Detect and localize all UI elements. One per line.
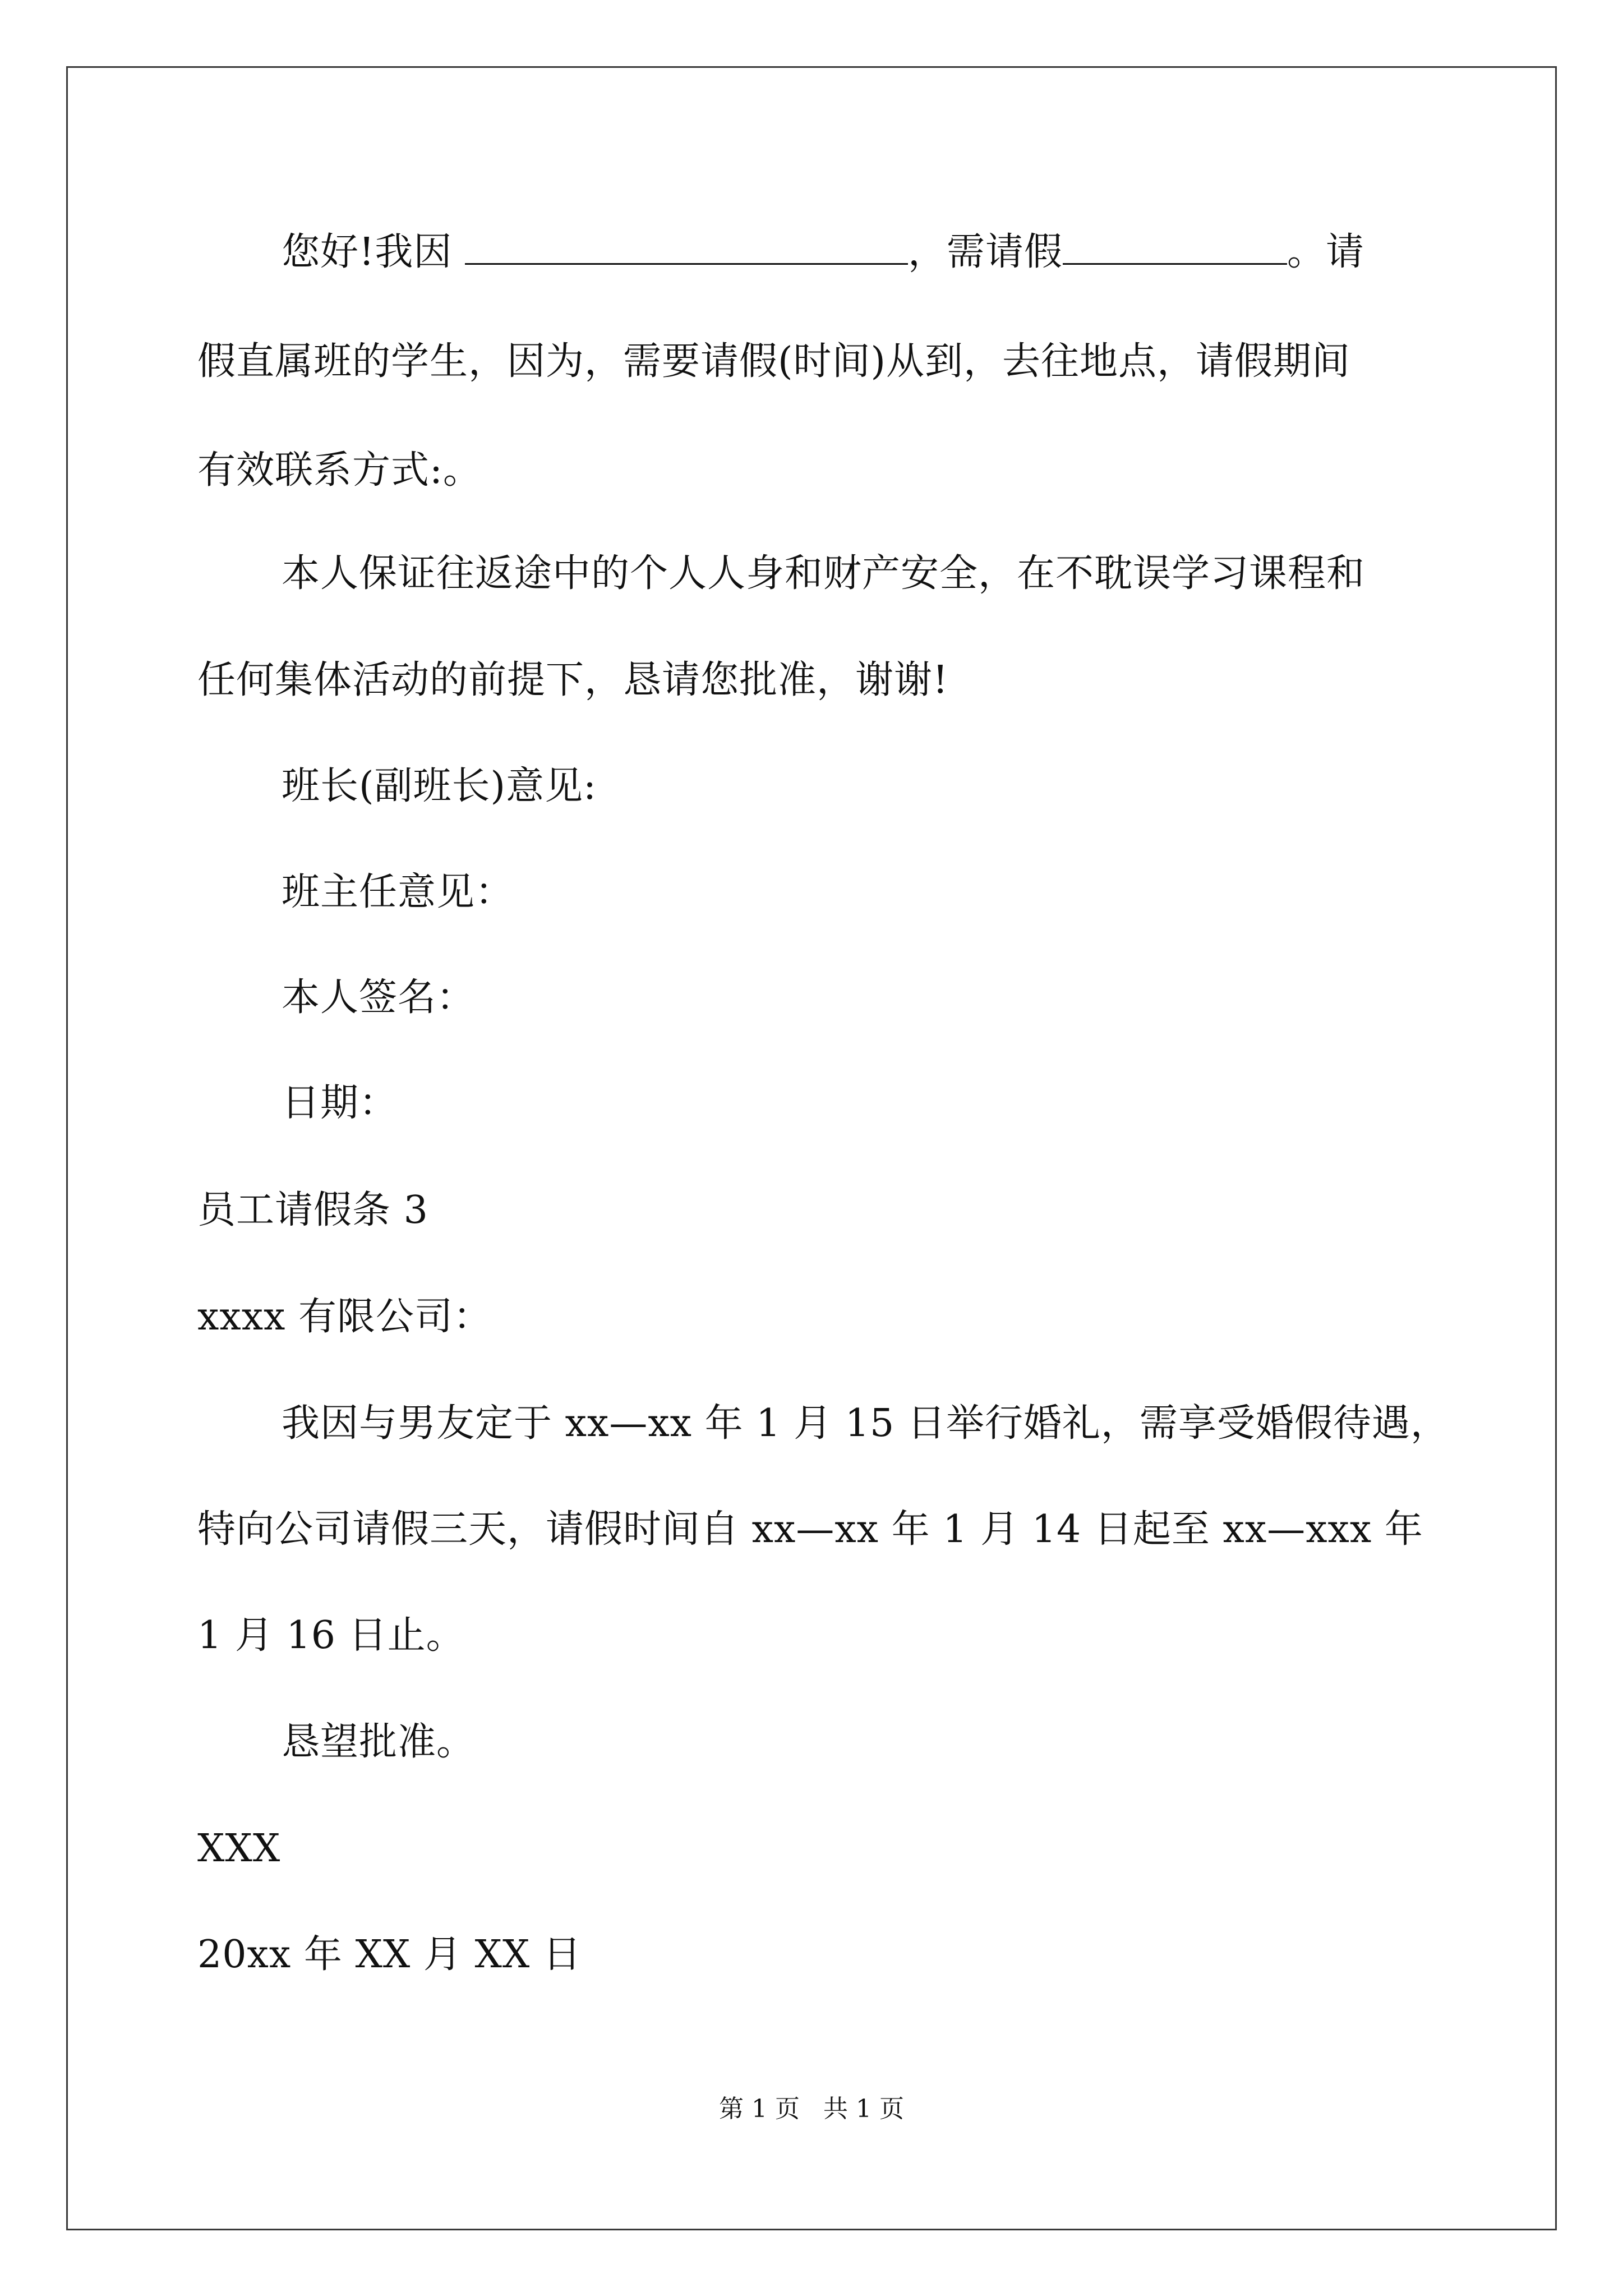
reason-blank	[465, 228, 908, 265]
paragraph-3-line-3: 1 月 16 日止。	[197, 1613, 465, 1658]
sign-date: 20xx 年 XX 月 XX 日	[197, 1932, 582, 1977]
paragraph-2-line-2: 任何集体活动的前提下，恳请您批准，谢谢!	[197, 658, 949, 702]
paragraph-3-line-2: 特向公司请假三天，请假时间自 xx—xx 年 1 月 14 日起至 xx—xxx 年	[197, 1507, 1423, 1552]
paragraph-3-line-1: 我因与男友定于 xx—xx 年 1 月 15 日举行婚礼，需享受婚假待遇，	[282, 1401, 1449, 1446]
paragraph-1-line-2: 假直属班的学生，因为，需要请假(时间)从到，去往地点，请假期间	[197, 339, 1351, 384]
section-title: 员工请假条 3	[197, 1188, 428, 1232]
page-border	[66, 66, 1557, 2230]
monitor-opinion-label: 班长(副班长)意见:	[282, 764, 597, 808]
teacher-opinion-label: 班主任意见：	[282, 870, 514, 914]
paragraph-1-line-1	[282, 227, 1364, 278]
closing-text: 恳望批准。	[282, 1720, 476, 1764]
paragraph-2-line-1: 本人保证往返途中的个人人身和财产安全，在不耽误学习课程和	[282, 551, 1366, 596]
leave-text: ，需请假	[907, 230, 1063, 274]
signature-label: 本人签名：	[282, 976, 476, 1020]
date-label: 日期：	[282, 1081, 398, 1125]
company-addressee: xxxx 有限公司：	[197, 1295, 492, 1339]
signer-name: XXX	[197, 1826, 281, 1871]
please-text: 。请	[1287, 230, 1364, 274]
page-footer: 第 1 页 共 1 页	[719, 2095, 904, 2123]
duration-blank	[1063, 228, 1287, 265]
paragraph-1-line-3: 有效联系方式:。	[197, 448, 482, 493]
greeting-text: 您好!我因	[282, 230, 465, 274]
